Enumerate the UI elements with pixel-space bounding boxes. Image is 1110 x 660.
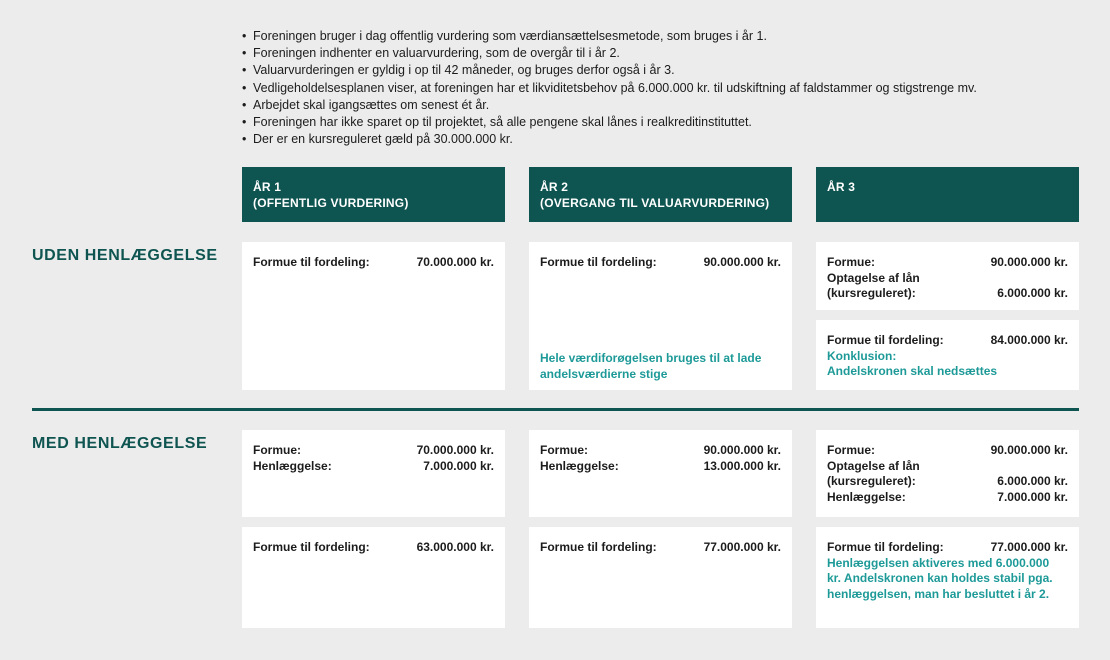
- year3-header: [816, 167, 1079, 222]
- fordeling-label: Formue til fordeling:: [540, 540, 657, 554]
- fordeling-row: [253, 540, 494, 556]
- uden-year3-top-box: [816, 242, 1079, 310]
- fordeling-value: 63.000.000 kr.: [416, 540, 494, 554]
- med-year2-bottom-box: [529, 527, 792, 628]
- fordeling-label: Formue til fordeling:: [253, 255, 370, 269]
- med-year3-note: Henlæggelsen aktiveres med 6.000.000 kr. Andelskronen kan holdes stabil pga. henlæggelsen, man har besluttet i år 2.: [827, 555, 1053, 601]
- formue-row: [827, 443, 1068, 459]
- year2-header-subtitle: (OVERGANG TIL VALUARVURDERING): [540, 196, 770, 210]
- fordeling-row: [253, 255, 494, 271]
- year3-header-title: ÅR 3: [827, 180, 856, 194]
- year1-header: [242, 167, 505, 222]
- section-title-uden: UDEN HENLÆGGELSE: [32, 247, 218, 264]
- henlaeggelse-value: 7.000.000 kr.: [423, 458, 494, 473]
- formue-label: Formue:: [827, 255, 875, 269]
- optagelse-label-line2: (kursreguleret):: [827, 286, 916, 300]
- conclusion-heading: Konklusion:: [827, 348, 897, 363]
- formue-label: Formue:: [540, 443, 588, 457]
- assumption-item: • Foreningen indhenter en valuarvurdering, som de overgår til i år 2.: [242, 45, 977, 62]
- fordeling-row: [540, 255, 781, 271]
- med-year2-top-box: [529, 430, 792, 517]
- optagelse-label-line1: Optagelse af lån: [827, 270, 920, 285]
- henlaeggelse-label: Henlæggelse:: [827, 489, 906, 504]
- optagelse-label-line1: Optagelse af lån: [827, 458, 920, 473]
- fordeling-value: 70.000.000 kr.: [416, 255, 494, 269]
- henlaeggelse-value: 13.000.000 kr.: [703, 458, 781, 473]
- formue-row: [540, 443, 781, 459]
- optagelse-value: 6.000.000 kr.: [997, 286, 1068, 300]
- assumption-item: • Der er en kursreguleret gæld på 30.000.000 kr.: [242, 131, 977, 148]
- optagelse-row: [827, 474, 1068, 490]
- conclusion-text: Andelskronen skal nedsættes: [827, 364, 998, 378]
- year2-header-title: ÅR 2: [540, 180, 569, 194]
- section-title-med: MED HENLÆGGELSE: [32, 435, 208, 452]
- henlaeggelse-label: Henlæggelse:: [253, 458, 332, 473]
- uden-year3-bottom-box: [816, 320, 1079, 390]
- med-year1-top-box: [242, 430, 505, 517]
- fordeling-value: 77.000.000 kr.: [703, 540, 781, 554]
- assumption-item: • Foreningen har ikke sparet op til projektet, så alle pengene skal lånes i realkreditinstituttet.: [242, 114, 977, 131]
- fordeling-label: Formue til fordeling:: [827, 540, 944, 554]
- assumption-item: • Vedligeholdelsesplanen viser, at foreningen har et likviditetsbehov på 6.000.000 kr. til udskiftning af faldstammer og stigstrenge mv.: [242, 80, 977, 97]
- assumption-item: • Foreningen bruger i dag offentlig vurdering som værdiansættelsesmetode, som bruges i år 1.: [242, 28, 977, 45]
- formue-label: Formue:: [253, 443, 301, 457]
- fordeling-value: 84.000.000 kr.: [990, 333, 1068, 347]
- optagelse-label-line2: (kursreguleret):: [827, 474, 916, 488]
- henlaeggelse-value: 7.000.000 kr.: [997, 489, 1068, 504]
- uden-year2-note: Hele værdiforøgelsen bruges til at lade andelsværdierne stige: [540, 351, 762, 381]
- fordeling-label: Formue til fordeling:: [253, 540, 370, 554]
- assumption-item: • Valuarvurderingen er gyldig i op til 42 måneder, og bruges derfor også i år 3.: [242, 62, 977, 79]
- henlaeggelse-row: [827, 490, 1068, 506]
- fordeling-row: [827, 333, 1068, 349]
- henlaeggelse-row: [253, 459, 494, 475]
- formue-row: [253, 443, 494, 459]
- optagelse-row: [827, 286, 1068, 302]
- formue-value: 90.000.000 kr.: [990, 443, 1068, 457]
- fordeling-value: 77.000.000 kr.: [990, 540, 1068, 554]
- fordeling-value: 90.000.000 kr.: [703, 255, 781, 269]
- assumptions-list: [242, 28, 977, 148]
- formue-row: [827, 255, 1068, 271]
- formue-value: 70.000.000 kr.: [416, 443, 494, 457]
- year2-header: [529, 167, 792, 222]
- uden-year1-box: [242, 242, 505, 390]
- fordeling-label: Formue til fordeling:: [827, 333, 944, 347]
- med-year3-top-box: [816, 430, 1079, 517]
- assumption-item: • Arbejdet skal igangsættes om senest ét år.: [242, 97, 977, 114]
- year1-header-title: ÅR 1: [253, 180, 282, 194]
- fordeling-row: [827, 540, 1068, 556]
- formue-label: Formue:: [827, 443, 875, 457]
- optagelse-value: 6.000.000 kr.: [997, 474, 1068, 488]
- med-year1-bottom-box: [242, 527, 505, 628]
- med-year3-bottom-box: [816, 527, 1079, 628]
- year1-header-subtitle: (OFFENTLIG VURDERING): [253, 196, 409, 210]
- section-divider: [32, 408, 1079, 411]
- formue-value: 90.000.000 kr.: [990, 255, 1068, 269]
- fordeling-label: Formue til fordeling:: [540, 255, 657, 269]
- henlaeggelse-row: [540, 459, 781, 475]
- henlaeggelse-label: Henlæggelse:: [540, 458, 619, 473]
- formue-value: 90.000.000 kr.: [703, 443, 781, 457]
- uden-year2-box: [529, 242, 792, 390]
- fordeling-row: [540, 540, 781, 556]
